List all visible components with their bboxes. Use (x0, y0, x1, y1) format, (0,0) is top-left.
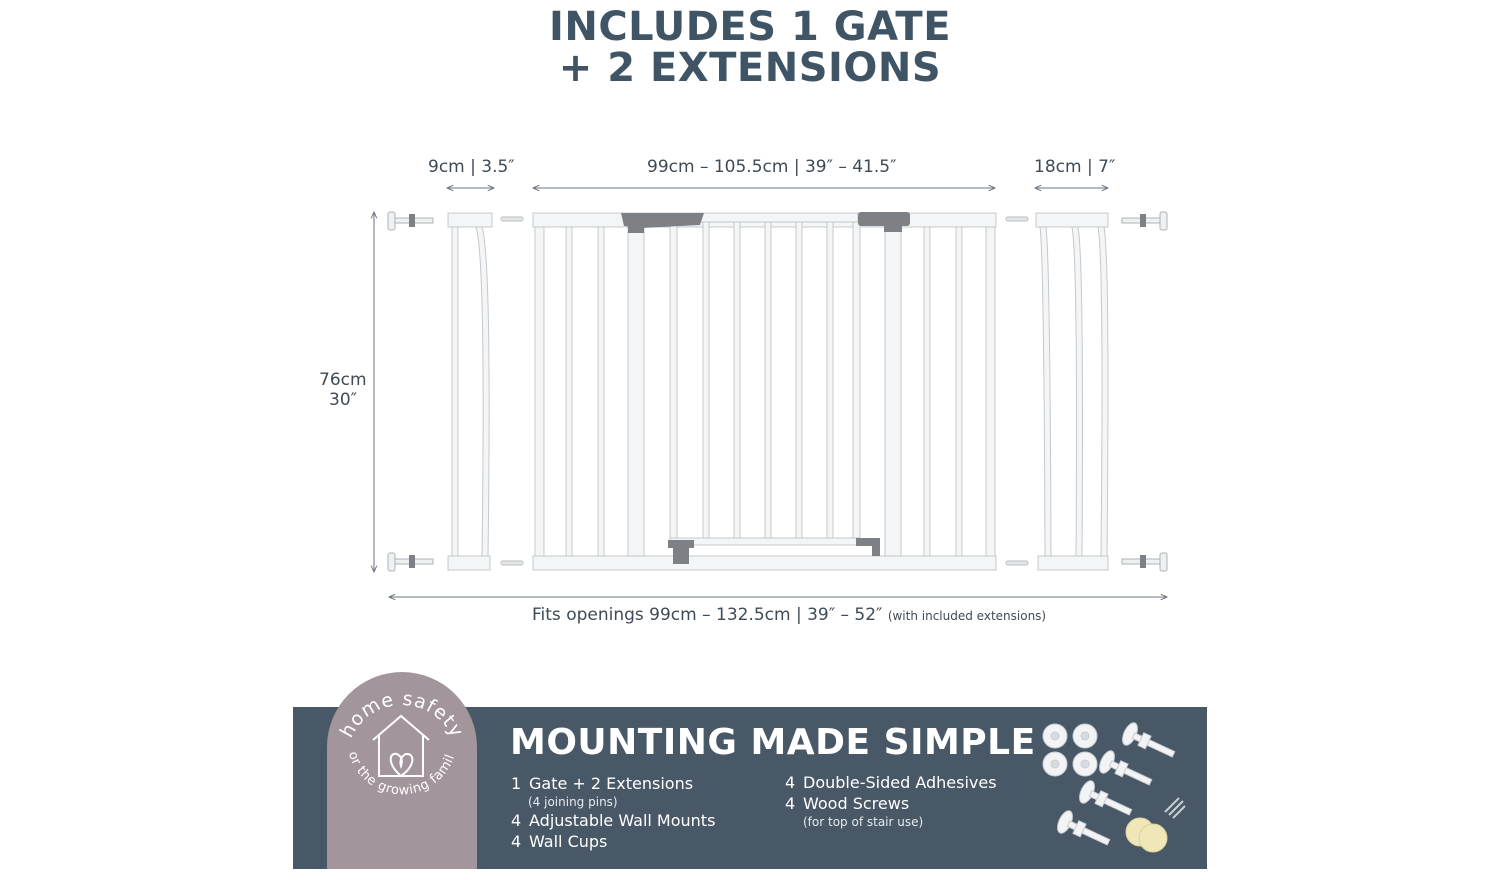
item-label: Wall Cups (529, 832, 608, 851)
floor-stopper-right (856, 538, 880, 556)
item-note: (for top of stair use) (803, 815, 924, 829)
list-item (511, 832, 607, 851)
mounting-title: MOUNTING MADE SIMPLE (510, 722, 1036, 763)
badge-graphic (327, 672, 477, 869)
left-extension-width-label: 9cm | 3.5″ (428, 157, 515, 177)
badge-bottom-text: or the growing famil (344, 749, 459, 799)
house-heart-icon (373, 716, 429, 776)
title-line-2: + 2 EXTENSIONS (558, 45, 942, 91)
item-qty: 1 (511, 774, 522, 793)
item-note: (4 joining pins) (528, 795, 618, 809)
wood-screws-icon (1165, 798, 1185, 818)
hinge-top (858, 212, 910, 232)
wall-mount-right-bottom (1122, 553, 1167, 571)
left-extension (448, 213, 492, 570)
badge-top-text: home safety (335, 687, 469, 742)
home-safety-badge (327, 672, 477, 869)
item-label: Wood Screws (803, 794, 910, 813)
wall-cups-icon (1043, 724, 1097, 776)
title-line-1: INCLUDES 1 GATE (548, 4, 952, 50)
list-item (785, 794, 909, 813)
fits-openings-note: (with included extensions) (887, 609, 1047, 623)
wall-mount-left-top (388, 212, 433, 230)
item-label: Double-Sided Adhesives (803, 773, 997, 792)
item-qty: 4 (785, 773, 796, 792)
main-gate (533, 213, 996, 570)
height-in-label: 30″ (329, 390, 357, 410)
list-item (785, 773, 997, 792)
fits-openings-text: Fits openings 99cm – 132.5cm | 39″ – 52″ (532, 605, 883, 625)
list-item (511, 774, 693, 793)
item-qty: 4 (785, 794, 796, 813)
adhesive-pads-icon (1126, 818, 1167, 852)
right-extension-width-label: 18cm | 7″ (1034, 157, 1116, 177)
height-cm-label: 76cm (319, 370, 367, 390)
wall-mount-right-top (1122, 212, 1167, 230)
item-qty: 4 (511, 811, 522, 830)
latch-handle (621, 213, 704, 233)
gate-width-label: 99cm – 105.5cm | 39″ – 41.5″ (647, 157, 897, 177)
wall-mount-left-bottom (388, 553, 433, 571)
item-label: Adjustable Wall Mounts (529, 811, 716, 830)
item-qty: 4 (511, 832, 522, 851)
hardware-parts-illustration (1035, 712, 1195, 864)
list-item (511, 811, 715, 830)
svg-text:home safety (336, 688, 468, 742)
item-label: Gate + 2 Extensions (529, 774, 694, 793)
right-extension (1036, 213, 1108, 570)
